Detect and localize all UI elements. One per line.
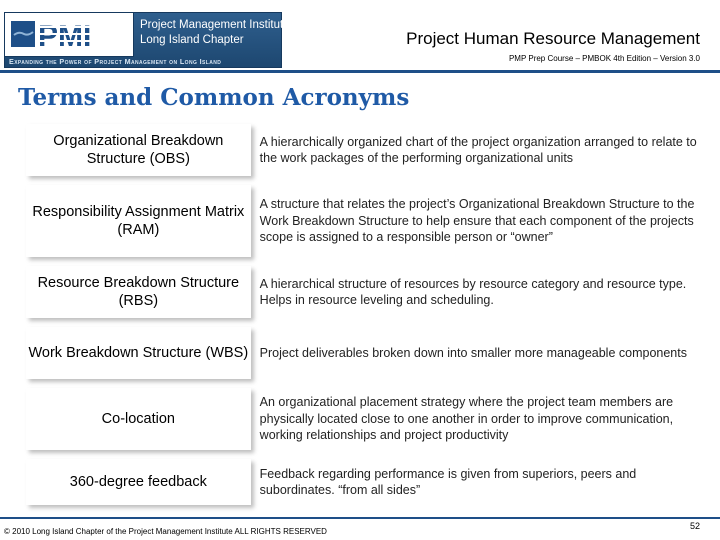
term-cell: Organizational Breakdown Structure (OBS): [26, 124, 251, 176]
term-cell: 360-degree feedback: [26, 459, 251, 505]
table-row: [26, 266, 709, 318]
term-cell: Co-location: [26, 388, 251, 450]
slide-header-subtitle: PMP Prep Course – PMBOK 4th Edition – Version 3.0: [508, 54, 700, 63]
logo-tagline: Expanding the Power of Project Management on Long Island: [9, 57, 222, 66]
footer-copyright: © 2010 Long Island Chapter of the Project Management Institute ALL RIGHTS RESERVED: [4, 527, 327, 536]
footer-divider: [0, 517, 720, 519]
pmi-logo-icon: [5, 13, 133, 56]
table-row: [26, 327, 709, 379]
definition-cell: A hierarchically organized chart of the project organization arranged to relate to the work packages of the performing organizational units: [259, 134, 697, 165]
table-row: [26, 459, 709, 505]
table-row: [26, 388, 709, 450]
page-number: 52: [689, 521, 700, 531]
term-cell: Work Breakdown Structure (WBS): [26, 327, 251, 379]
pmi-logo-banner: [4, 12, 290, 68]
header-divider: [0, 70, 720, 73]
logo-org-name: Project Management Institute: [140, 19, 290, 31]
slide-header-title: Project Human Resource Management: [406, 29, 700, 48]
table-row: [26, 185, 709, 257]
definition-cell: A structure that relates the project’s Organizational Breakdown Structure to the Work Breakdown Structure to help ensure that each component of the projects scope is assigned to a responsible person or “owner”: [259, 197, 695, 245]
definition-cell: Feedback regarding performance is given from superiors, peers and subordinates. “from all sides”: [259, 466, 637, 497]
term-cell: Resource Breakdown Structure (RBS): [26, 266, 251, 318]
pmi-logo-mark: [5, 13, 134, 57]
svg-text:PMI: PMI: [38, 20, 92, 53]
definition-cell: An organizational placement strategy where the project team members are physically located close to one another in order to improve communication, working relationships and project productivity: [259, 395, 674, 443]
table-row: [26, 124, 709, 176]
definition-cell: A hierarchical structure of resources by resource category and resource type. Helps in resource leveling and scheduling.: [259, 276, 687, 307]
logo-chapter-name: Long Island Chapter: [140, 34, 244, 46]
page-title: Terms and Common Acronyms: [18, 84, 410, 111]
terms-table: [26, 124, 709, 505]
definition-cell: Project deliverables broken down into smaller more manageable components: [259, 345, 687, 360]
term-cell: Responsibility Assignment Matrix (RAM): [26, 185, 251, 257]
